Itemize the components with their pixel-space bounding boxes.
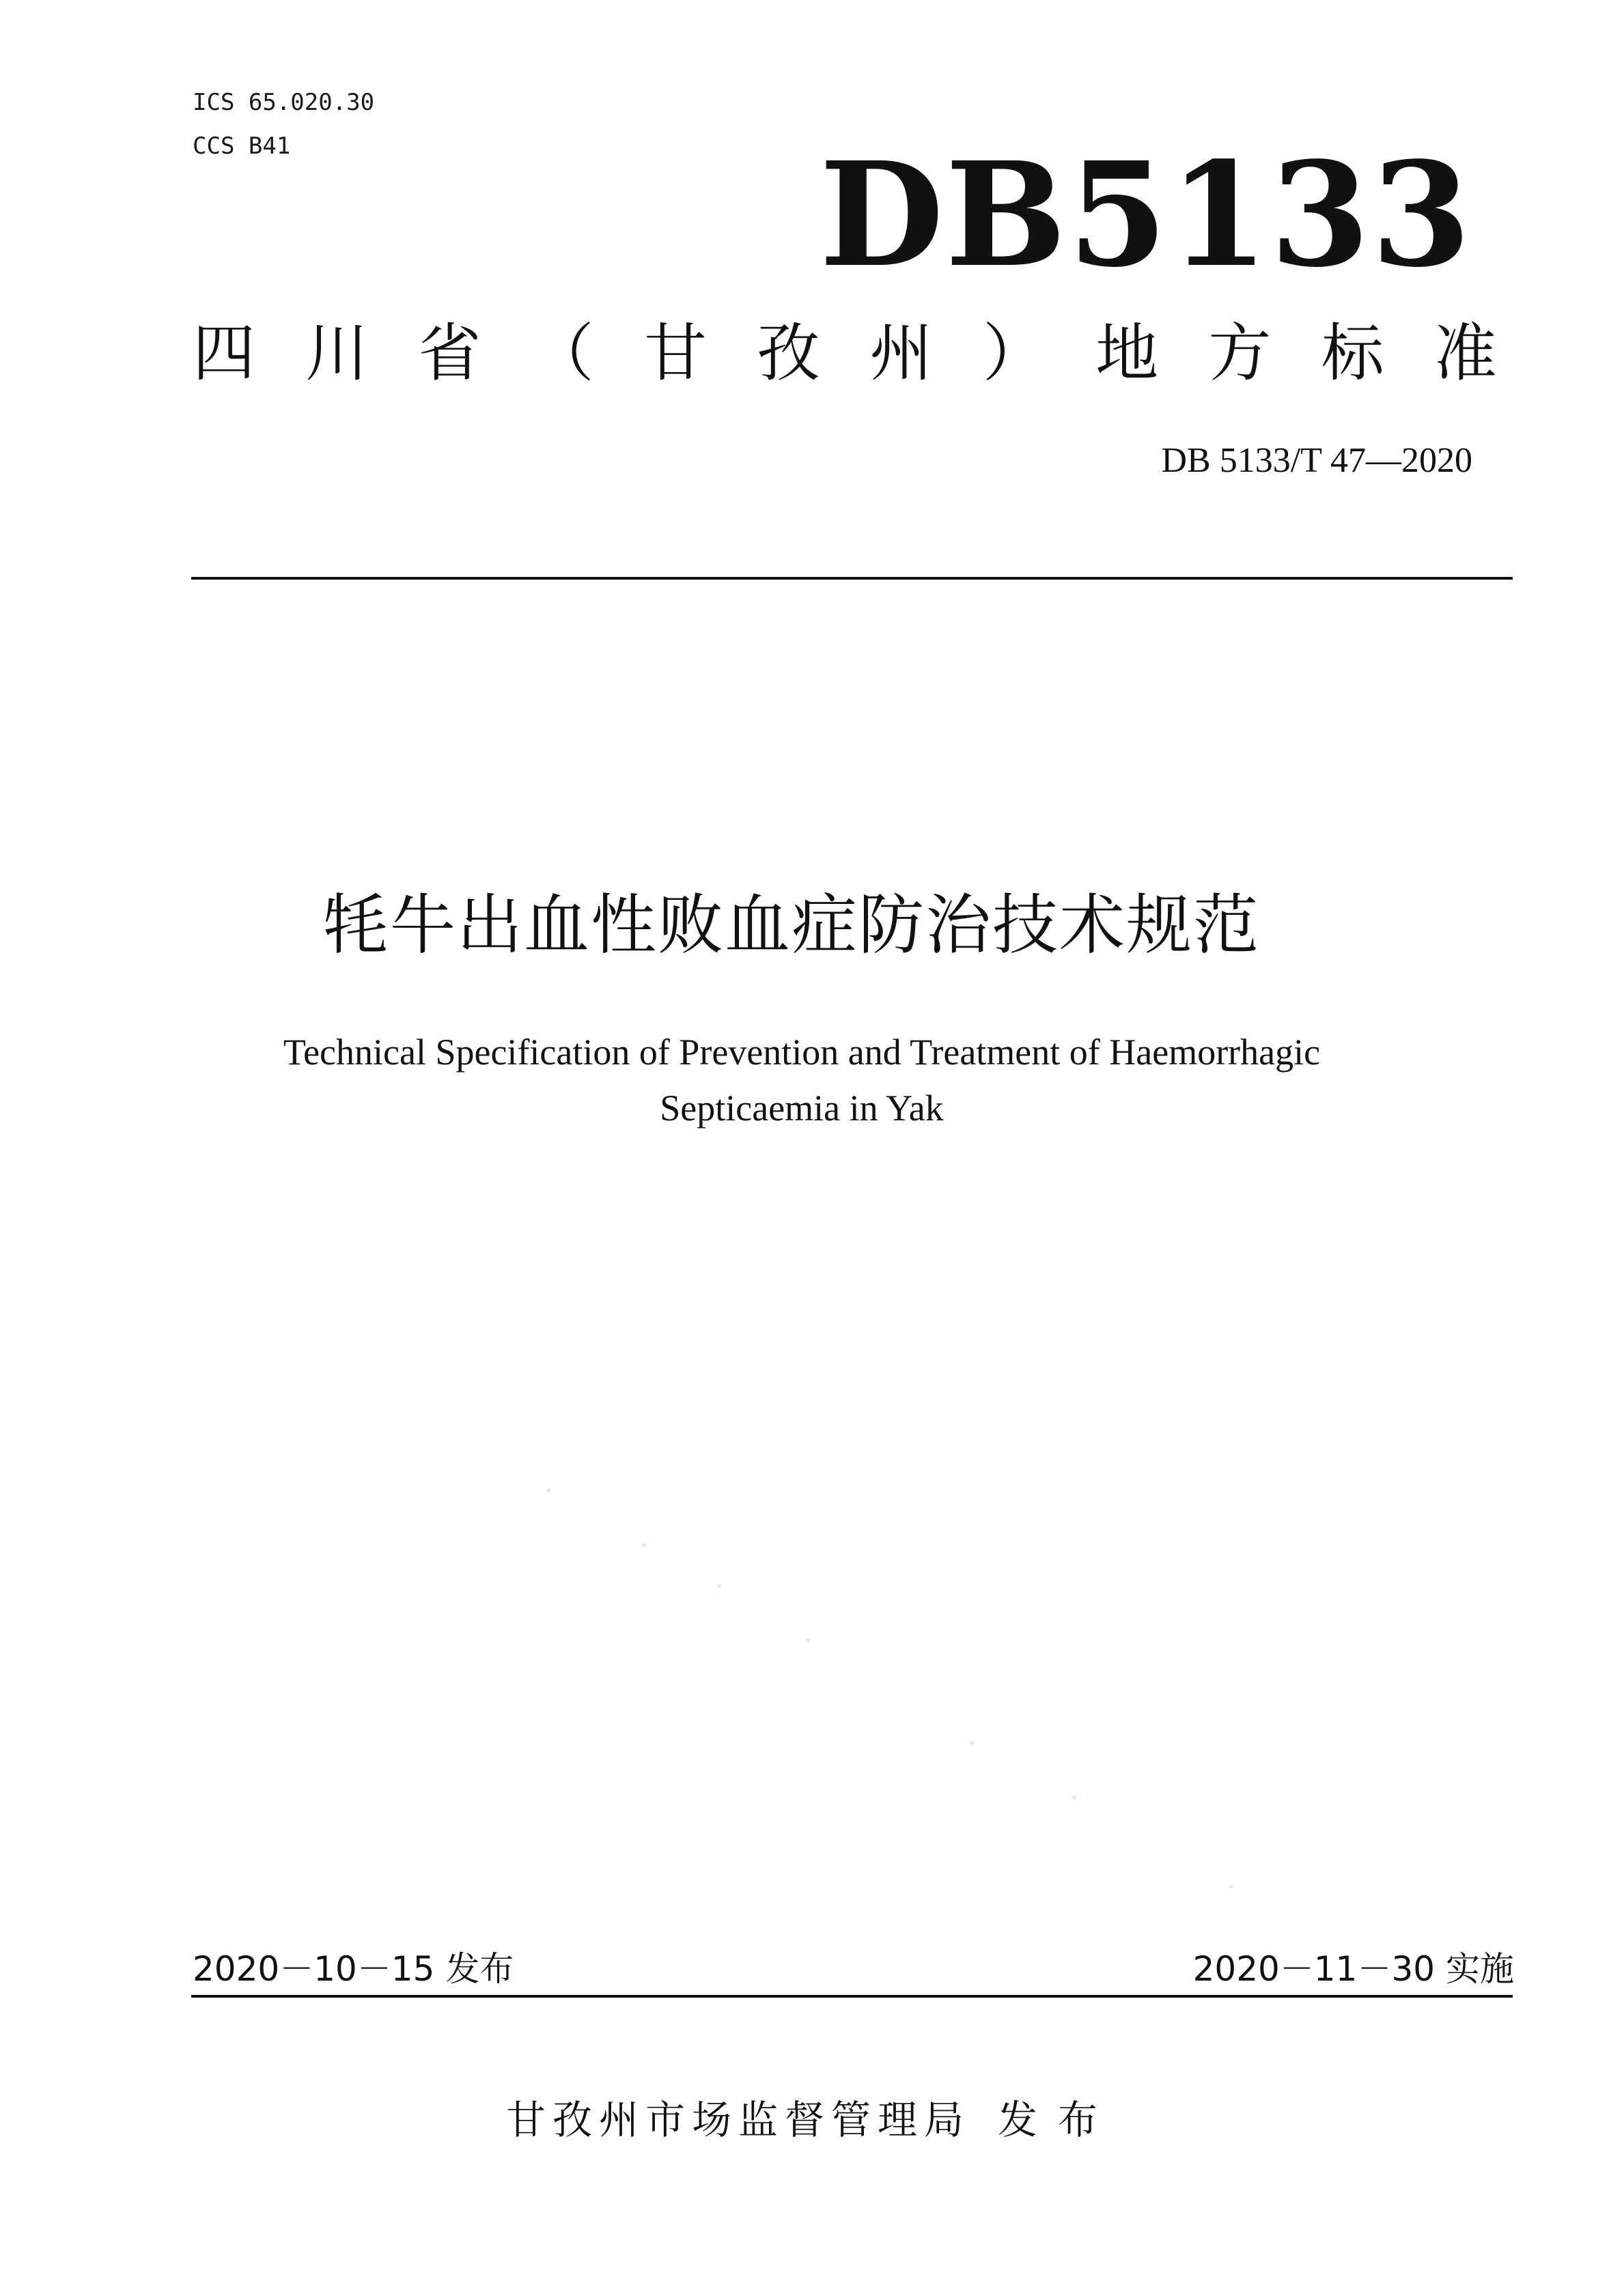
publisher-action: 发布 xyxy=(998,2097,1119,2143)
watermark-speck xyxy=(1072,1796,1076,1800)
implementation-date: 2020－11－30 实施 xyxy=(1192,1949,1514,1989)
watermark-speck xyxy=(970,1741,974,1745)
standard-type-char: （ xyxy=(531,317,594,390)
watermark-speck xyxy=(806,1639,810,1643)
title-chinese-text: 牦牛出血性败血症防治技术规范 xyxy=(323,887,1260,963)
date-row xyxy=(193,1944,1514,1994)
watermark-speck xyxy=(642,1543,646,1547)
classification-codes xyxy=(193,81,374,168)
standard-type-char: 标 xyxy=(1321,317,1384,390)
standard-type-char: 地 xyxy=(1095,317,1159,390)
bottom-divider xyxy=(191,1995,1513,1998)
document-title-chinese xyxy=(0,881,1624,969)
standard-type-char: 四 xyxy=(193,317,256,390)
standard-type-char: 孜 xyxy=(757,317,820,390)
publisher-line xyxy=(0,2089,1624,2151)
publisher-organization: 甘孜州市场监督管理局 xyxy=(505,2097,970,2143)
title-english-line-2: Septicaemia in Yak xyxy=(660,1088,944,1129)
watermark-speck xyxy=(546,1488,550,1492)
title-english-line-1: Technical Specification of Prevention and Treatment of Haemorrhagic xyxy=(283,1032,1321,1073)
ics-code: ICS 65.020.30 xyxy=(193,89,375,116)
standard-type-char: ） xyxy=(982,317,1046,390)
standard-type-char: 准 xyxy=(1433,317,1497,390)
issue-date: 2020－10－15 发布 xyxy=(193,1949,514,1989)
standard-type-char: 方 xyxy=(1208,317,1272,390)
standard-type-char: 省 xyxy=(418,317,481,390)
watermark-speck xyxy=(717,1584,721,1588)
ccs-code: CCS B41 xyxy=(193,132,291,160)
top-divider xyxy=(191,577,1513,580)
standard-type-char: 州 xyxy=(869,317,933,390)
standard-type-char: 川 xyxy=(305,317,369,390)
standard-code: DB 5133/T 47—2020 xyxy=(1161,441,1472,480)
standard-number: DB5133 xyxy=(819,130,1472,299)
standard-type-char: 甘 xyxy=(644,317,708,390)
standard-type-heading xyxy=(193,313,1497,395)
watermark-speck xyxy=(1229,1884,1233,1888)
document-title-english xyxy=(0,1024,1624,1136)
